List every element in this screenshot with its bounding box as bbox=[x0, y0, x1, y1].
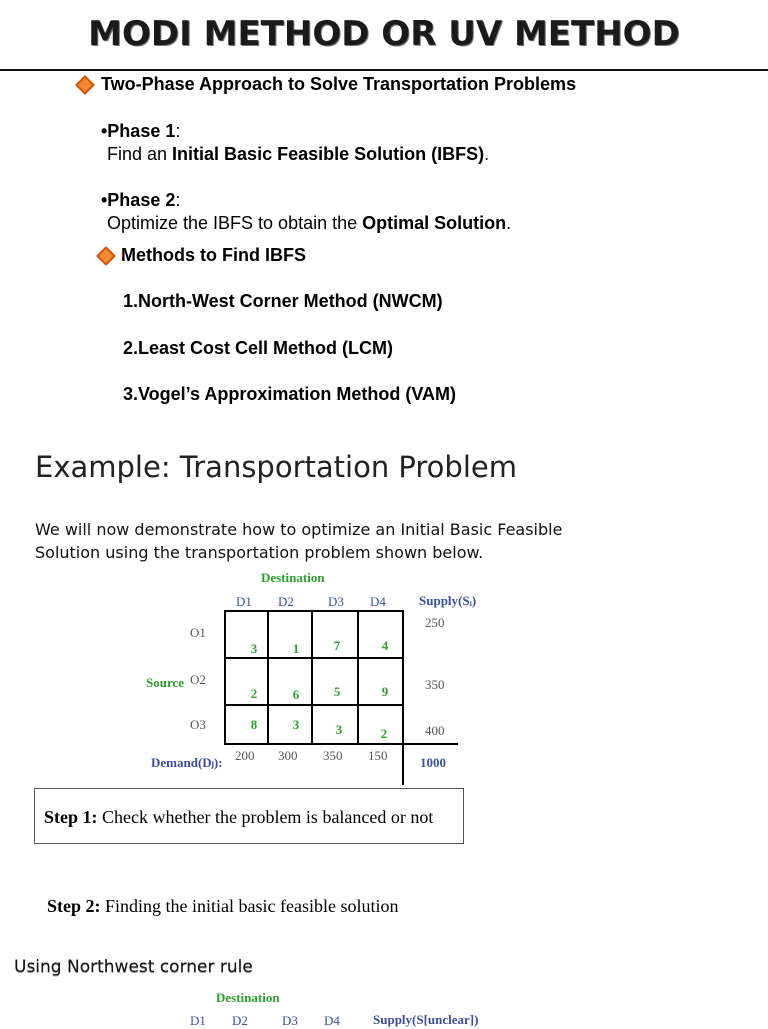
grid-line bbox=[226, 657, 402, 659]
phase2-description: Optimize the IBFS to obtain the Optimal Solution. bbox=[107, 213, 512, 233]
demand-value: 300 bbox=[278, 748, 298, 763]
demand-label: Demand(Dⱼ): bbox=[151, 755, 223, 770]
example-description-line: We will now demonstrate how to optimize an Initial Basic Feasible bbox=[35, 520, 563, 539]
source-row-label: O3 bbox=[190, 717, 206, 732]
source-label: Source bbox=[146, 675, 185, 690]
supply-value: 400 bbox=[425, 723, 445, 738]
grid-line bbox=[226, 704, 402, 706]
destination-label: Destination bbox=[261, 570, 325, 585]
method-item: 2.Least Cost Cell Method (LCM) bbox=[123, 338, 394, 358]
grid-line bbox=[311, 612, 313, 743]
cost-cell: 3 bbox=[250, 641, 258, 656]
phase1-label: •Phase 1: bbox=[101, 121, 181, 141]
step1-text: Step 1: Check whether the problem is balanced or not bbox=[44, 807, 434, 827]
diamond-bullet-icon bbox=[96, 246, 116, 266]
supply-value: 350 bbox=[425, 677, 445, 692]
cost-cell: 7 bbox=[333, 638, 341, 653]
source-row-label: O1 bbox=[190, 625, 206, 640]
dest-header: D3 bbox=[282, 1013, 298, 1028]
step1-box bbox=[34, 788, 464, 844]
cost-cell: 3 bbox=[292, 717, 300, 732]
supply-header: Supply(S[unclear]) bbox=[373, 1012, 479, 1027]
method-item: 1.North-West Corner Method (NWCM) bbox=[123, 291, 443, 311]
demand-value: 150 bbox=[368, 748, 388, 763]
cost-cell: 6 bbox=[292, 687, 300, 702]
cost-cell: 4 bbox=[381, 638, 389, 653]
dest-header: D4 bbox=[370, 594, 386, 609]
total-value: 1000 bbox=[420, 755, 446, 770]
supply-value: 250 bbox=[425, 615, 445, 630]
cost-matrix bbox=[224, 610, 404, 745]
step2-text: Step 2: Finding the initial basic feasible solution bbox=[47, 896, 399, 916]
example-title: Example: Transportation Problem bbox=[35, 450, 517, 484]
cost-cell: 1 bbox=[292, 641, 300, 656]
dest-header: D2 bbox=[232, 1013, 248, 1028]
cost-cell: 2 bbox=[250, 686, 258, 701]
cost-cell: 9 bbox=[381, 684, 389, 699]
cost-cell: 5 bbox=[333, 684, 341, 699]
total-divider bbox=[403, 743, 458, 745]
dest-header: D2 bbox=[278, 594, 294, 609]
method-item: 3.Vogel’s Approximation Method (VAM) bbox=[123, 384, 456, 404]
northwest-heading: Using Northwest corner rule bbox=[14, 957, 253, 977]
dest-header: D1 bbox=[190, 1013, 206, 1028]
approach-heading: Two-Phase Approach to Solve Transportation Problems bbox=[101, 74, 577, 94]
demand-value: 200 bbox=[235, 748, 255, 763]
example-description-line: Solution using the transportation problem shown below. bbox=[35, 543, 484, 562]
cost-cell: 8 bbox=[250, 717, 258, 732]
source-row-label: O2 bbox=[190, 672, 206, 687]
phase2-label: •Phase 2: bbox=[101, 190, 181, 210]
dest-header: D1 bbox=[236, 594, 252, 609]
total-divider bbox=[402, 743, 404, 785]
supply-header: Supply(Sᵢ) bbox=[419, 593, 477, 608]
grid-line bbox=[357, 612, 359, 743]
cost-cell: 2 bbox=[380, 726, 388, 741]
destination-label: Destination bbox=[216, 990, 280, 1005]
cost-cell: 3 bbox=[335, 722, 343, 737]
diamond-bullet-icon bbox=[75, 75, 95, 95]
dest-header: D3 bbox=[328, 594, 344, 609]
demand-value: 350 bbox=[323, 748, 343, 763]
title-divider bbox=[0, 69, 768, 71]
dest-header: D4 bbox=[324, 1013, 340, 1028]
methods-heading: Methods to Find IBFS bbox=[121, 245, 306, 265]
phase1-description: Find an Initial Basic Feasible Solution (IBFS). bbox=[107, 144, 490, 164]
page-title: MODI METHOD OR UV METHOD bbox=[88, 14, 680, 54]
grid-line bbox=[267, 612, 269, 743]
